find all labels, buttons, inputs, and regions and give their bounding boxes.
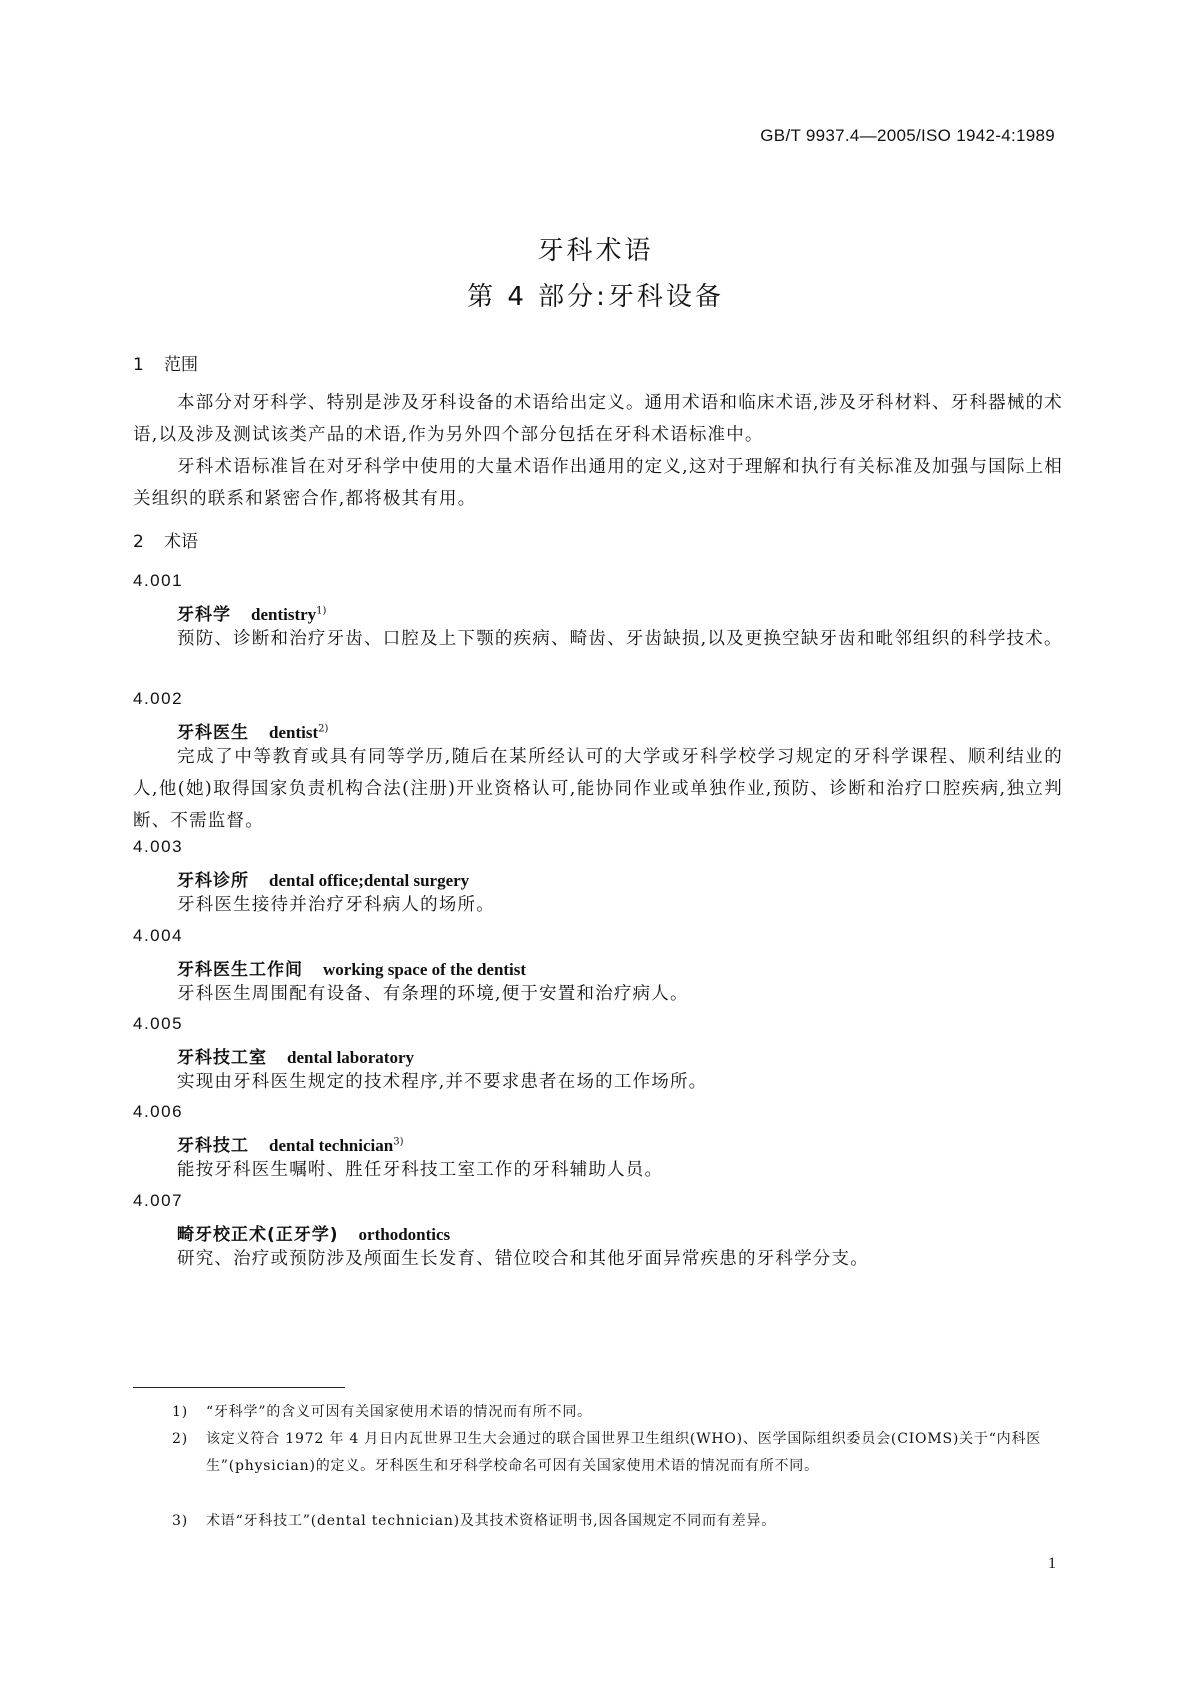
term-zh: 牙科技工 <box>177 1136 249 1156</box>
term-zh: 畸牙校正术(正牙学) <box>177 1225 339 1245</box>
page-number: 1 <box>1048 1555 1056 1572</box>
term-zh: 牙科医生工作间 <box>177 960 303 980</box>
term-definition: 完成了中等教育或具有同等学历,随后在某所经认可的大学或牙科学校学习规定的牙科学课程、顺利结业的人,他(她)取得国家负责机构合法(注册)开业资格认可,能协同作业或单独作业,预防、诊断和治疗口腔疾病,独立判断、不需监督。 <box>133 747 1063 831</box>
term-en: dentistry <box>251 605 317 624</box>
scope-paragraph-2: 牙科术语标准旨在对牙科学中使用的大量术语作出通用的定义,这对于理解和执行有关标准及加强与国际上相关组织的联系和紧密合作,都将极其有用。 <box>133 457 1063 509</box>
term-definition: 牙科医生周围配有设备、有条理的环境,便于安置和治疗病人。 <box>177 984 689 1004</box>
term-entry <box>177 718 328 743</box>
standard-id: GB/T 9937.4—2005/ISO 1942-4:1989 <box>760 126 1055 145</box>
document-title: 牙科术语 <box>537 236 654 266</box>
term-number: 4.005 <box>133 1014 184 1033</box>
footnote-text: 术语“牙科技工”(dental technician)及其技术资格证明书,因各国规定不同而有差异。 <box>206 1513 776 1529</box>
term-entry <box>177 600 326 625</box>
footnote-text: “牙科学”的含义可因有关国家使用术语的情况而有所不同。 <box>206 1404 592 1420</box>
footnote-number: 3) <box>172 1513 188 1529</box>
footnote-ref: 2) <box>318 723 329 735</box>
footnote-ref: 3) <box>393 1136 404 1148</box>
term-en: working space of the dentist <box>323 960 527 979</box>
section-title: 范围 <box>164 355 198 375</box>
section-number: 2 <box>133 532 144 552</box>
term-definition: 实现由牙科医生规定的技术程序,并不要求患者在场的工作场所。 <box>177 1072 708 1092</box>
term-definition: 牙科医生接待并治疗牙科病人的场所。 <box>177 895 495 915</box>
document-subtitle: 第 4 部分:牙科设备 <box>467 282 724 312</box>
term-en: dental office;dental surgery <box>269 871 470 890</box>
section-number: 1 <box>133 355 144 375</box>
term-number: 4.001 <box>133 571 184 590</box>
term-number: 4.004 <box>133 926 184 945</box>
term-en: dentist <box>269 723 319 742</box>
footnote-divider <box>133 1387 345 1388</box>
term-entry <box>177 866 469 891</box>
term-number: 4.007 <box>133 1191 184 1210</box>
footnote <box>172 1399 1062 1426</box>
term-entry <box>177 1131 403 1156</box>
term-entry <box>177 1220 450 1245</box>
term-zh: 牙科医生 <box>177 723 249 743</box>
footnote-number: 1) <box>172 1404 188 1420</box>
term-entry <box>177 1043 414 1068</box>
term-zh: 牙科技工室 <box>177 1048 267 1068</box>
term-en: orthodontics <box>358 1225 451 1244</box>
term-zh: 牙科学 <box>177 605 231 625</box>
term-en: dental technician <box>269 1136 394 1155</box>
term-en: dental laboratory <box>287 1048 415 1067</box>
section-1-heading <box>133 350 198 375</box>
term-definition: 研究、治疗或预防涉及颅面生长发育、错位咬合和其他牙面异常疾患的牙科学分支。 <box>177 1249 869 1269</box>
term-definition: 预防、诊断和治疗牙齿、口腔及上下颚的疾病、畸齿、牙齿缺损,以及更换空缺牙齿和毗邻组织的科学技术。 <box>177 629 1063 649</box>
term-number: 4.006 <box>133 1102 184 1121</box>
term-number: 4.003 <box>133 837 184 856</box>
scope-paragraph-1: 本部分对牙科学、特别是涉及牙科设备的术语给出定义。通用术语和临床术语,涉及牙科材料、牙科器械的术语,以及涉及测试该类产品的术语,作为另外四个部分包括在牙科术语标准中。 <box>133 393 1063 445</box>
section-2-heading <box>133 527 198 552</box>
term-zh: 牙科诊所 <box>177 871 249 891</box>
term-number: 4.002 <box>133 689 184 708</box>
footnote <box>172 1508 1062 1535</box>
footnote-text: 该定义符合 1972 年 4 月日内瓦世界卫生大会通过的联合国世界卫生组织(WHO)、医学国际组织委员会(CIOMS)关于“内科医生”(physician)的定义。牙科医生和牙科学校命名可因有关国家使用术语的情况而有所不同。 <box>206 1431 1042 1474</box>
footnote <box>172 1426 1062 1480</box>
section-title: 术语 <box>164 532 198 552</box>
footnote-ref: 1) <box>316 605 327 617</box>
term-definition: 能按牙科医生嘱咐、胜任牙科技工室工作的牙科辅助人员。 <box>177 1160 664 1180</box>
term-entry <box>177 955 526 980</box>
footnote-number: 2) <box>172 1431 188 1447</box>
